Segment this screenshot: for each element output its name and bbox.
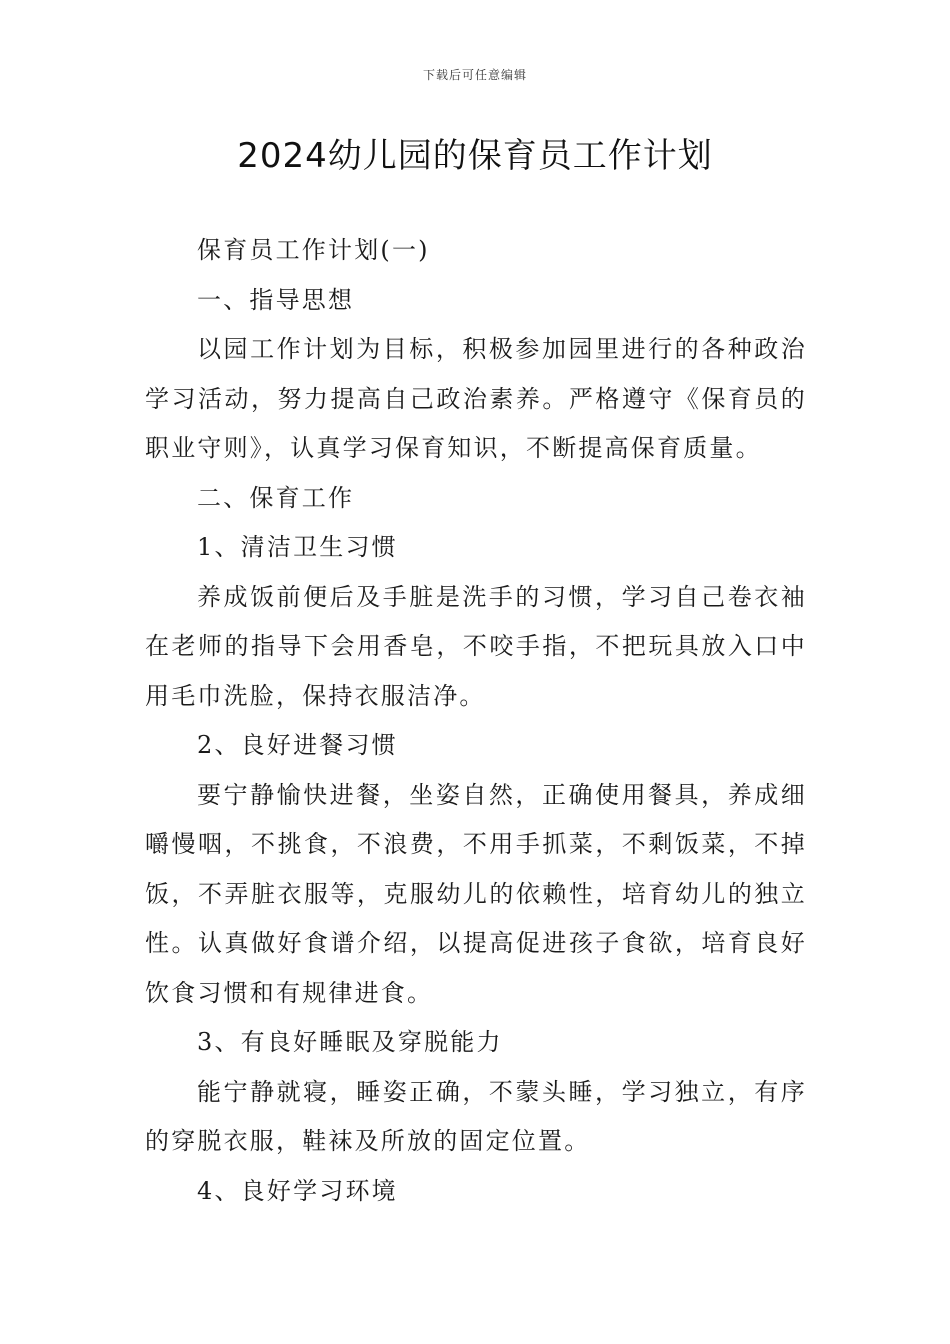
section-heading-guiding-thought: 一、指导思想: [197, 285, 355, 314]
paragraph-eating-habits: 要宁静愉快进餐，坐姿自然，正确使用餐具，养成细嚼慢咽，不挑食，不浪费，不用手抓菜，不剩饭菜，不掉饭，不弄脏衣服等，克服幼儿的依赖性，培育幼儿的独立性。认真做好食谱介绍，以提高促进孩子食欲，培育良好饮食习惯和有规律进食。: [145, 780, 807, 1007]
document-body: [145, 226, 807, 1216]
subheading-learning-environment: 4、良好学习环境: [197, 1176, 398, 1205]
document-title: 2024幼儿园的保育员工作计划: [237, 136, 713, 176]
subheading-eating-habits: 2、良好进餐习惯: [197, 731, 398, 759]
paragraph-guiding-thought: 以园工作计划为目标，积极参加园里进行的各种政治学习活动，努力提高自己政治素养。严格遵守《保育员的职业守则》，认真学习保育知识，不断提高保育质量。: [145, 335, 807, 462]
subheading-sleep-dressing: 3、有良好睡眠及穿脱能力: [197, 1028, 503, 1056]
paragraph-sleep-dressing: 能宁静就寝，睡姿正确，不蒙头睡，学习独立，有序的穿脱衣服，鞋袜及所放的固定位置。: [145, 1077, 807, 1155]
subheading-hygiene-habits: 1、清洁卫生习惯: [197, 533, 398, 561]
subtitle-plan-one: 保育员工作计划(一): [197, 236, 430, 264]
header-note: 下载后可任意编辑: [422, 68, 527, 82]
paragraph-hygiene-habits: 养成饭前便后及手脏是洗手的习惯，学习自己卷衣袖在老师的指导下会用香皂，不咬手指，不把玩具放入口中用毛巾洗脸，保持衣服洁净。: [145, 582, 807, 710]
section-heading-care-work: 二、保育工作: [197, 483, 355, 512]
